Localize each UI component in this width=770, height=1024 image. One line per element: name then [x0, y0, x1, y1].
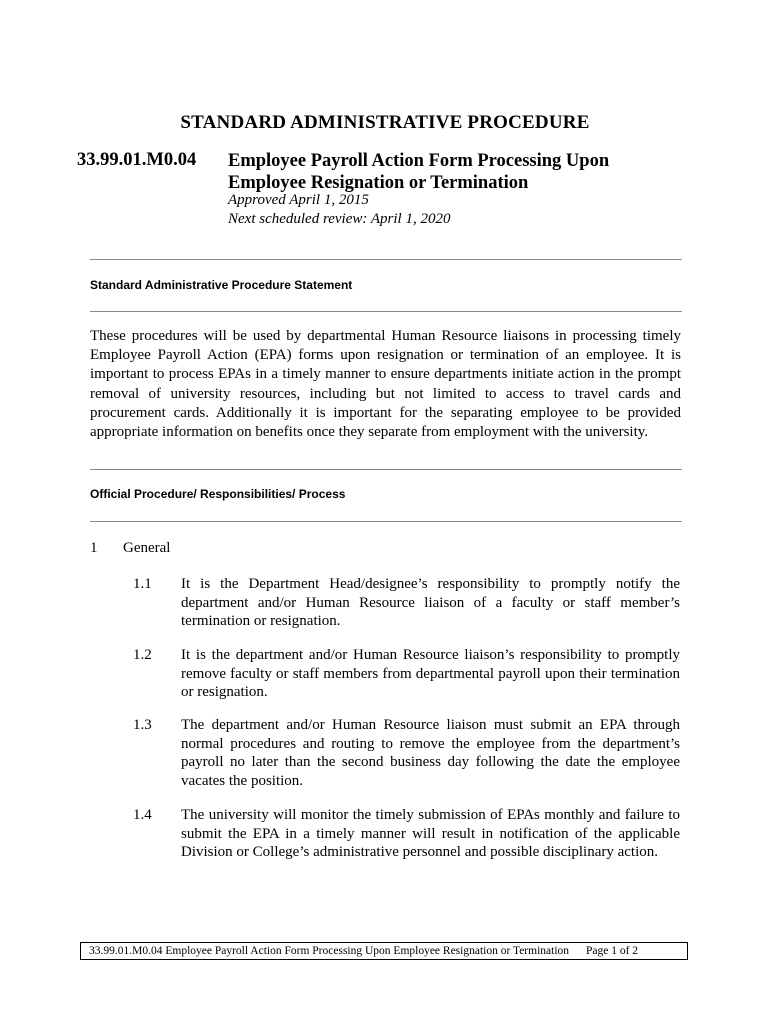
item-text: It is the department and/or Human Resource liaison’s responsibility to promptly remove faculty or staff members from departmental payroll upon their termination or resignation. — [181, 647, 680, 701]
item-number: 1.2 — [133, 647, 152, 663]
item-number: 1.1 — [133, 576, 152, 592]
item-number: 1.4 — [133, 807, 152, 823]
next-review-date: Next scheduled review: April 1, 2020 — [228, 211, 451, 227]
page-footer — [80, 942, 688, 960]
item-text: It is the Department Head/designee’s responsibility to promptly notify the department and/or Human Resource liaison of a faculty or staff member’s termination or resignation. — [181, 576, 680, 630]
item-number: 1.3 — [133, 717, 152, 733]
item-text: The university will monitor the timely submission of EPAs monthly and failure to submit the EPA in a timely manner will result in notification of the applicable Division or College’s administrative personnel and possible disciplinary action. — [181, 807, 680, 861]
statement-label: Standard Administrative Procedure Statement — [90, 278, 353, 292]
item-text: The department and/or Human Resource liaison must submit an EPA through normal procedures and routing to remove the employee from the department’s payroll no later than the second business day following the date the employee vacates the position. — [181, 717, 680, 789]
divider — [90, 259, 682, 260]
section-title: General — [123, 540, 171, 556]
procedure-title — [228, 150, 609, 194]
approved-date: Approved April 1, 2015 — [228, 192, 369, 208]
procedure-title-line1: Employee Payroll Action Form Processing Upon — [228, 151, 610, 171]
page-number: Page 1 of 2 — [586, 945, 639, 957]
procedure-number: 33.99.01.M0.04 — [77, 150, 197, 170]
approval-info — [228, 191, 450, 229]
document-heading: STANDARD ADMINISTRATIVE PROCEDURE — [180, 112, 590, 133]
statement-text: These procedures will be used by departmental Human Resource liaisons in processing timely Employee Payroll Action (EPA) forms upon resignation or termination of an employee. It is important to process EPAs in a timely manner to ensure departments initiate action in the prompt removal of university resources, including but not limited to access to travel cards and procurement cards. Additionally it is important for the separating employee to be provided appropriate information on benefits once they separate from employment with the university. — [90, 328, 681, 441]
section-number: 1 — [90, 540, 98, 556]
procedure-title-line2: Employee Resignation or Termination — [228, 173, 529, 193]
procedure-label: Official Procedure/ Responsibilities/ Process — [90, 487, 346, 501]
divider — [90, 521, 682, 522]
divider — [90, 469, 682, 470]
footer-title: 33.99.01.M0.04 Employee Payroll Action Form Processing Upon Employee Resignation or Termination — [89, 945, 570, 957]
divider — [90, 311, 682, 312]
